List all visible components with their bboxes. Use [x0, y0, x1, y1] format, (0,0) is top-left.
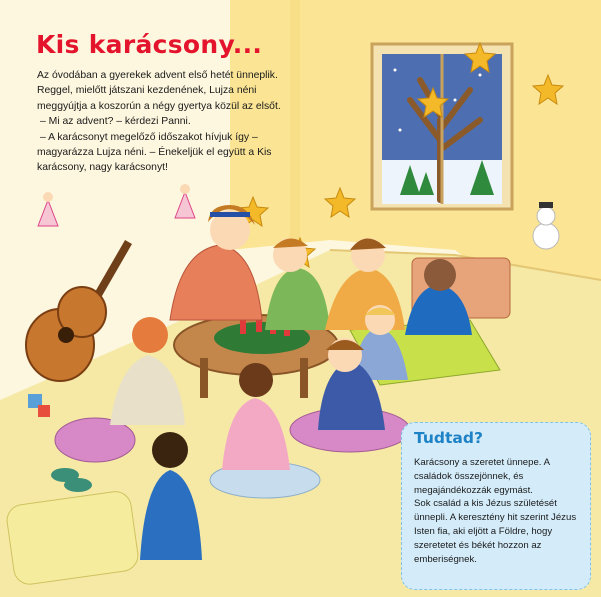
- story-text: [37, 68, 307, 176]
- info-box-title: Tudtad?: [414, 429, 483, 447]
- info-box: [401, 422, 591, 590]
- page-title: Kis karácsony...: [36, 30, 263, 59]
- story-dialogue: – Mi az advent? – kérdezi Panni.: [40, 116, 191, 128]
- story-paragraph: Az óvodában a gyerekek advent első hetét ünneplik. Reggel, mielőtt játszani kezdenének, Lujza néni meggyújtja a koszorún a négy gyertya közül az elsőt.: [37, 70, 281, 112]
- info-paragraph: Karácsony a szeretet ünnepe. A családok összejönnek, és megajándékozzák egymást.: [414, 457, 550, 496]
- window: [372, 44, 512, 209]
- info-box-text: [414, 456, 584, 566]
- story-dialogue: – A karácsonyt megelőző időszakot hívjuk így – magyarázza Lujza néni. – Énekeljük el együtt a Kis karácsony, nagy karácsonyt!: [37, 131, 272, 174]
- info-paragraph: Sok család a kis Jézus születését ünnepli. A keresztény hit szerint Jézus Isten fia, aki eljött a Földre, hogy szeretetet és békét hozzon az emberiségnek.: [414, 498, 577, 565]
